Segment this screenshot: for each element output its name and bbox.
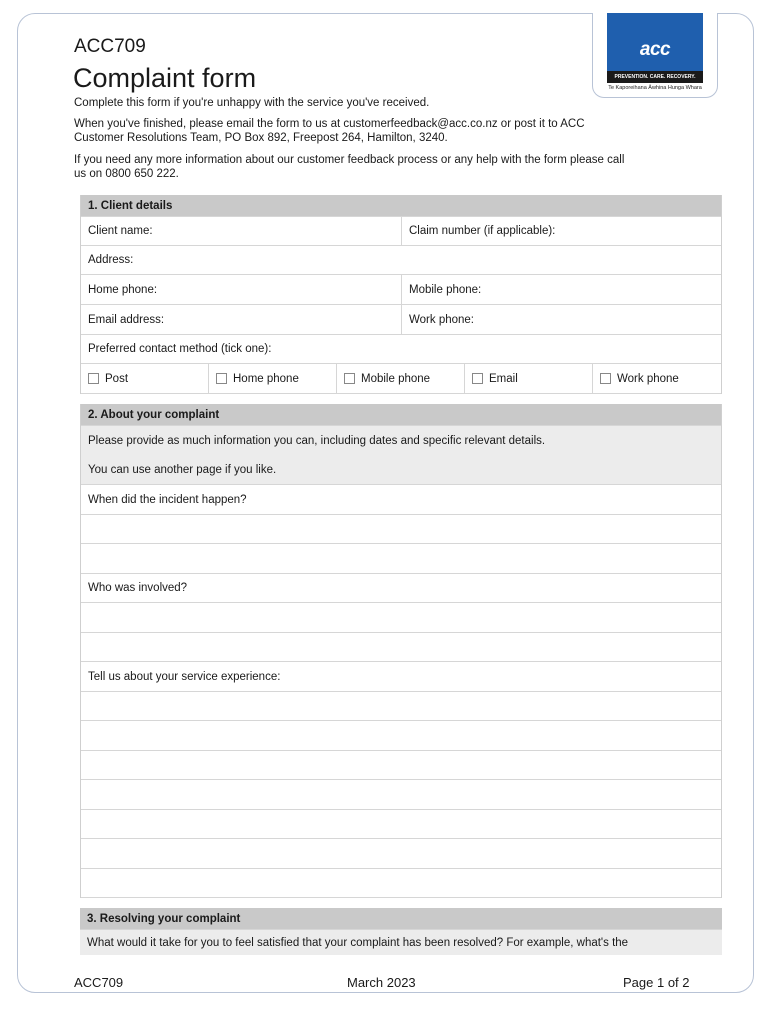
instructions-line-1: When you've finished, please email the form to us at customerfeedback@acc.co.nz or post it to ACC [74, 118, 585, 130]
checkbox[interactable] [216, 373, 227, 384]
logo-tagline: Te Kaporeihana Āwhina Hunga Whara [608, 85, 702, 91]
address-field[interactable]: Address: [88, 254, 134, 266]
section-heading: 1. Client details [81, 195, 721, 217]
option-label: Home phone [233, 372, 299, 385]
info-line-1: If you need any more information about our customer feedback process or any help with the form please call [74, 154, 625, 166]
option-email[interactable] [465, 364, 593, 393]
logo-wordmark: acc [639, 39, 671, 60]
experience-question: Tell us about your service experience: [88, 670, 281, 683]
about-complaint-section [80, 404, 722, 898]
home-phone-field[interactable]: Home phone: [81, 275, 402, 304]
intro-text: Complete this form if you're unhappy with the service you've received. [74, 97, 430, 109]
footer-page-number: Page 1 of 2 [623, 975, 690, 990]
acc-logo [592, 13, 718, 98]
resolution-question: What would it take for you to feel satisfied that your complaint has been resolved? For example, what's the [87, 936, 629, 949]
footer-form-code: ACC709 [74, 975, 124, 990]
option-label: Work phone [617, 372, 679, 385]
checkbox[interactable] [88, 373, 99, 384]
contact-method-options [81, 364, 721, 394]
footer-date: March 2023 [347, 975, 416, 990]
incident-date-question: When did the incident happen? [88, 493, 247, 506]
form-row [81, 246, 721, 275]
option-home-phone[interactable] [209, 364, 337, 393]
info-line-2: us on 0800 650 222. [74, 168, 179, 180]
instructions-line-2: Customer Resolutions Team, PO Box 892, Freepost 264, Hamilton, 3240. [74, 132, 448, 144]
option-label: Email [489, 372, 518, 385]
guidance-text: Please provide as much information you can, including dates and specific relevant details. [88, 434, 546, 447]
option-label: Post [105, 372, 129, 385]
form-row [81, 217, 721, 246]
page-title: Complaint form [73, 63, 257, 93]
contact-method-label: Preferred contact method (tick one): [88, 343, 272, 355]
claim-number-field[interactable]: Claim number (if applicable): [409, 225, 556, 237]
form-row [81, 662, 721, 692]
guidance-row [81, 455, 721, 485]
answer-line[interactable] [81, 839, 721, 869]
form-row [81, 485, 721, 515]
mobile-phone-field[interactable]: Mobile phone: [409, 283, 482, 296]
answer-line[interactable] [81, 780, 721, 810]
answer-line[interactable] [81, 692, 721, 721]
checkbox[interactable] [600, 373, 611, 384]
answer-line[interactable] [81, 751, 721, 780]
form-row [81, 335, 721, 364]
form-row [81, 574, 721, 603]
answer-line[interactable] [81, 869, 721, 898]
client-details-section [80, 195, 722, 394]
involved-question: Who was involved? [88, 582, 188, 594]
client-name-field[interactable]: Client name: [81, 217, 402, 245]
answer-line[interactable] [81, 633, 721, 662]
answer-line[interactable] [81, 810, 721, 839]
work-phone-field[interactable]: Work phone: [409, 313, 474, 326]
option-label: Mobile phone [361, 372, 431, 385]
form-code: ACC709 [74, 36, 146, 57]
email-field[interactable]: Email address: [81, 305, 402, 334]
logo-band: PREVENTION. CARE. RECOVERY. [607, 71, 703, 83]
answer-line[interactable] [81, 721, 721, 751]
resolving-complaint-section [80, 908, 722, 955]
option-mobile-phone[interactable] [337, 364, 465, 393]
section-heading: 2. About your complaint [81, 404, 721, 426]
checkbox[interactable] [344, 373, 355, 384]
answer-line[interactable] [81, 544, 721, 574]
answer-line[interactable] [81, 603, 721, 633]
form-row [81, 275, 721, 305]
option-post[interactable] [81, 364, 209, 393]
guidance-text: You can use another page if you like. [88, 463, 277, 476]
option-work-phone[interactable] [593, 364, 721, 393]
form-row [81, 305, 721, 335]
guidance-row [81, 426, 721, 455]
answer-line[interactable] [81, 515, 721, 544]
section-heading: 3. Resolving your complaint [80, 908, 722, 930]
logo-block [607, 13, 703, 83]
checkbox[interactable] [472, 373, 483, 384]
guidance-row [80, 930, 722, 955]
